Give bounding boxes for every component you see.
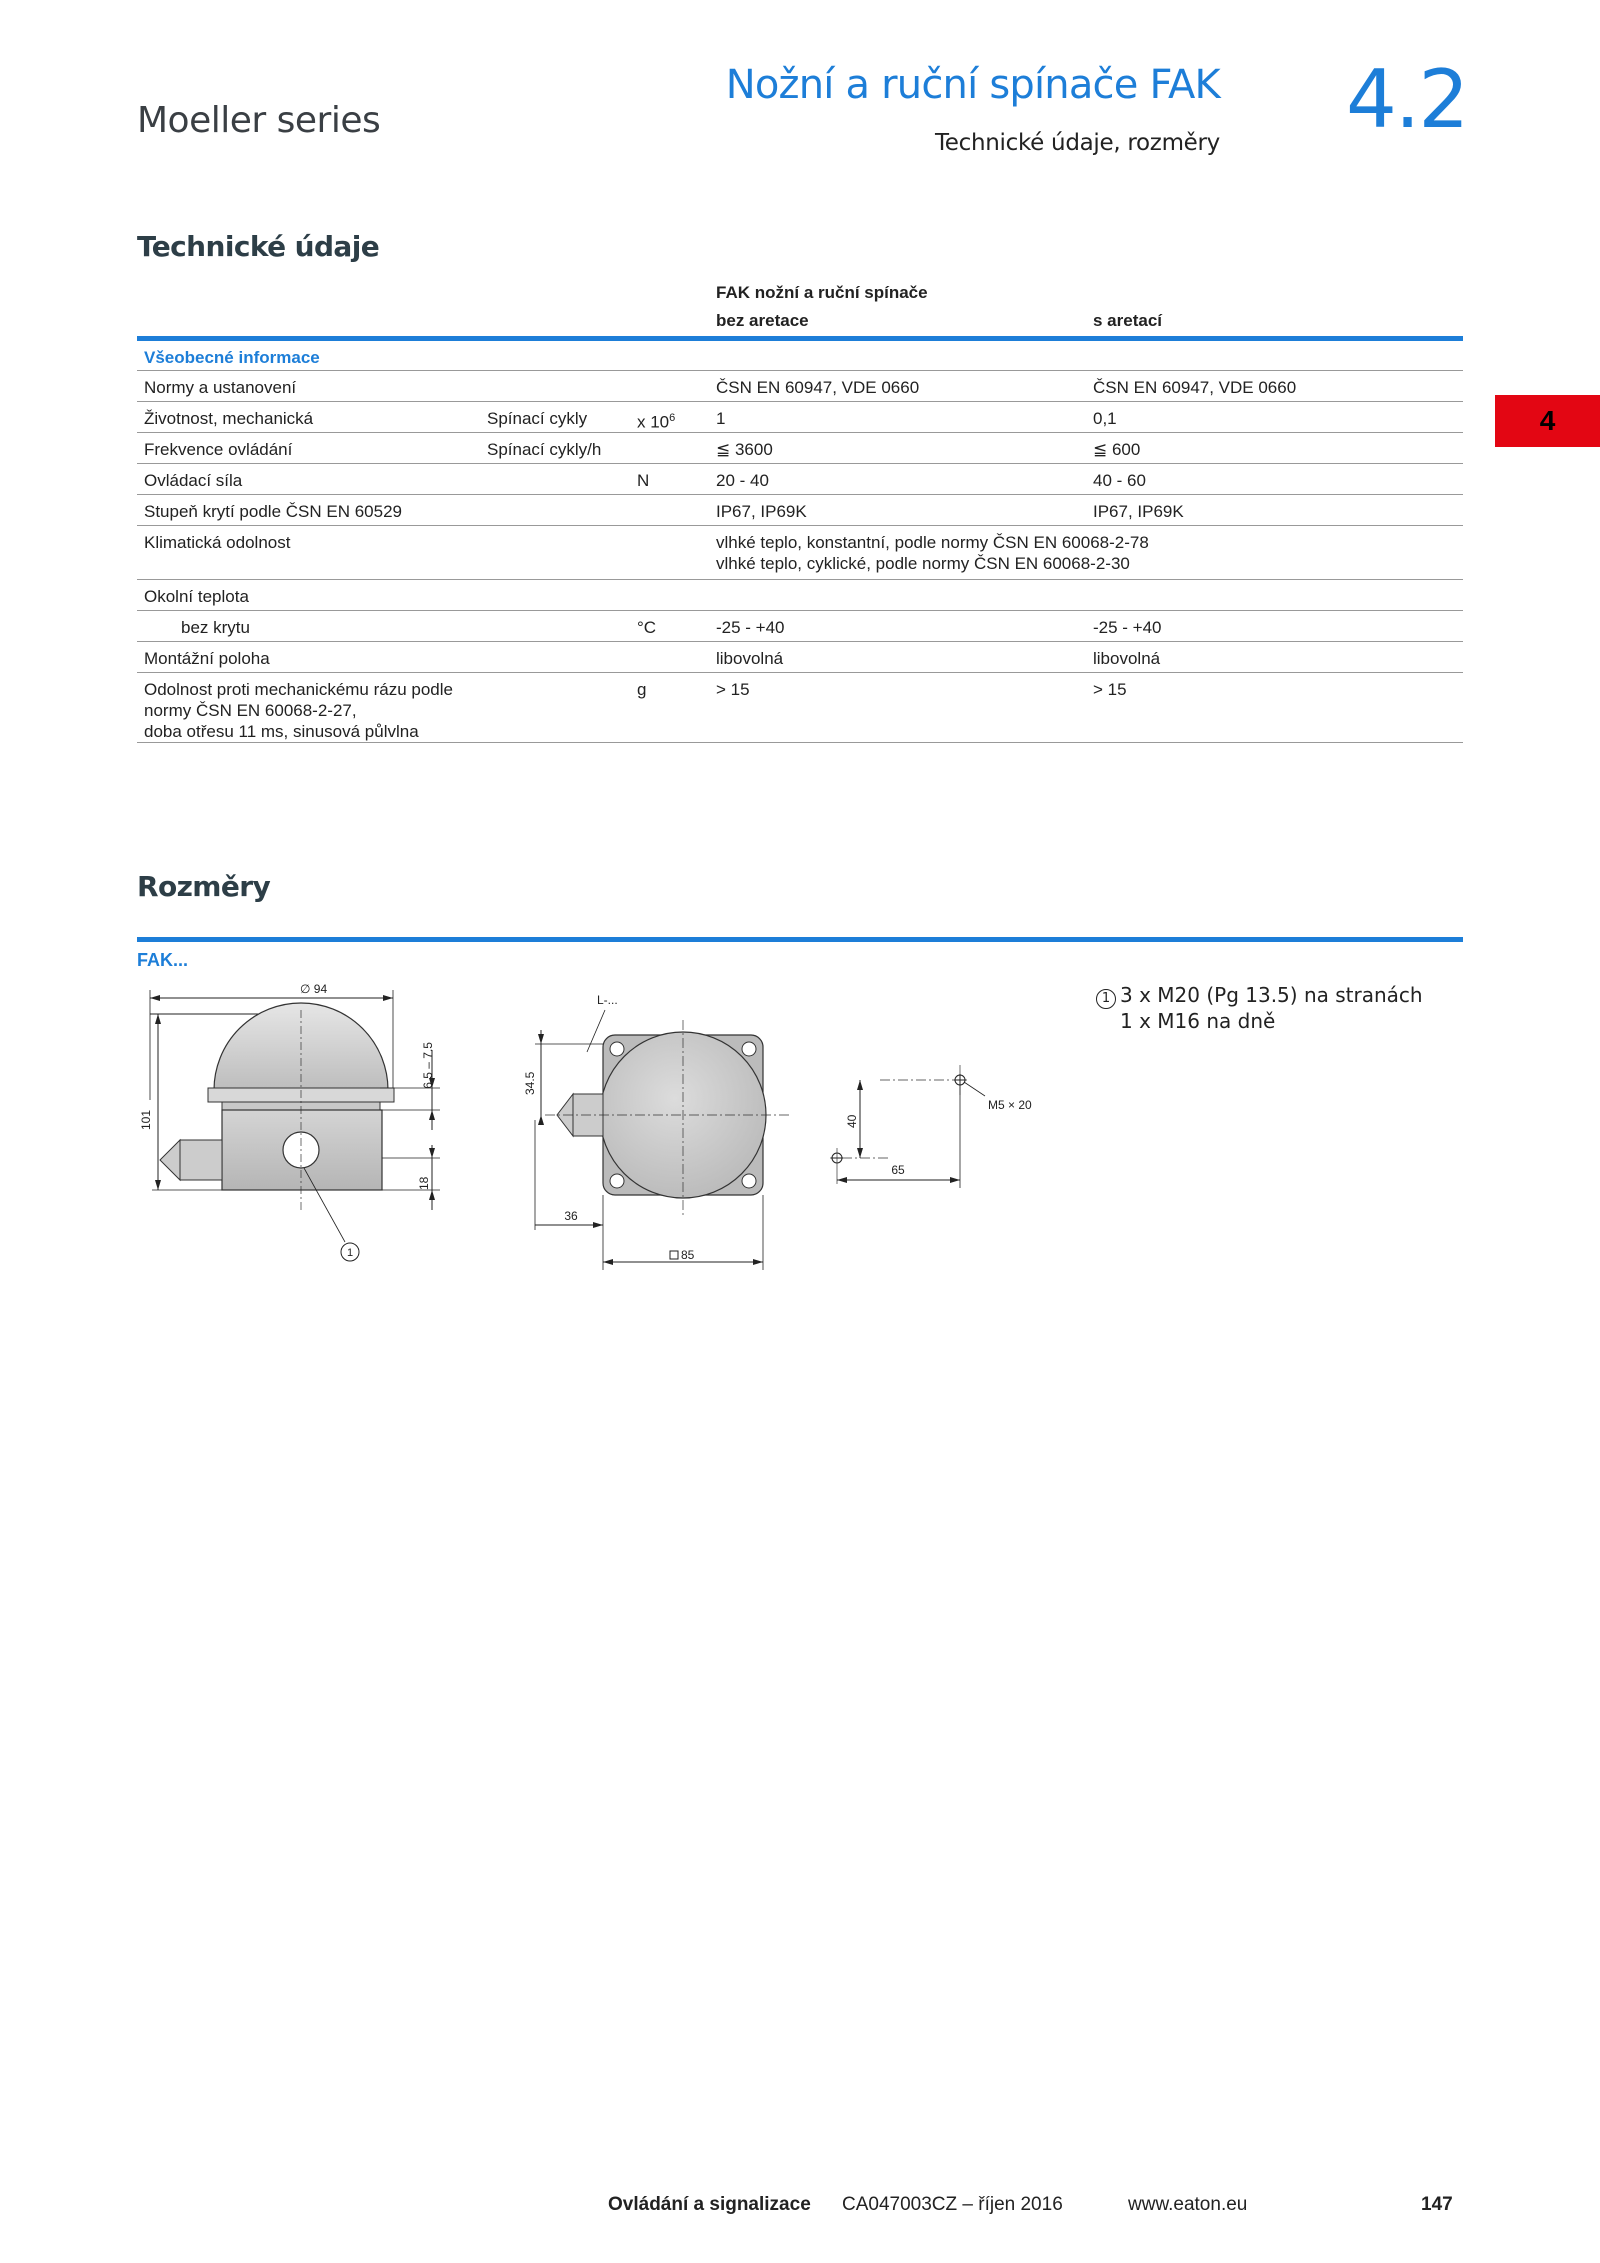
dims-rule	[137, 937, 1463, 942]
row-label: Klimatická odolnost	[144, 533, 291, 552]
dim-l: L-...	[597, 993, 618, 1007]
tech-heading: Technické údaje	[137, 230, 380, 263]
row-label-line2: normy ČSN EN 60068-2-27,	[144, 701, 357, 720]
value-a-line2: vlhké teplo, cyklické, podle normy ČSN EN 60068-2-30	[716, 554, 1130, 573]
side-view-drawing	[130, 980, 460, 1280]
footer-url: www.eaton.eu	[1128, 2194, 1248, 2215]
table-row	[137, 495, 1463, 526]
value-a: IP67, IP69K	[716, 502, 807, 521]
row-unit	[637, 408, 675, 433]
note-line1: 3 x M20 (Pg 13.5) na stranách	[1120, 983, 1423, 1007]
chapter-tab: 4	[1495, 395, 1600, 447]
table-row	[137, 464, 1463, 495]
table-row	[137, 642, 1463, 673]
value-b: ČSN EN 60947, VDE 0660	[1093, 378, 1297, 397]
value-b: libovolná	[1093, 649, 1161, 668]
value-a: -25 - +40	[716, 618, 785, 637]
value-b: 40 - 60	[1093, 471, 1146, 490]
table-row	[137, 526, 1463, 580]
row-sublabel: Spínací cykly	[487, 409, 588, 428]
value-b: ≦ 600	[1093, 440, 1141, 459]
value-b: > 15	[1093, 680, 1127, 699]
table-row	[137, 580, 1463, 611]
dim-d94: ∅ 94	[300, 982, 328, 996]
row-label: Stupeň krytí podle ČSN EN 60529	[144, 502, 402, 521]
dim-w65: 65	[891, 1163, 905, 1177]
category-row	[137, 341, 1463, 371]
row-label	[144, 679, 474, 742]
value-a: 20 - 40	[716, 471, 769, 490]
note-marker: 1	[1096, 989, 1116, 1009]
dim-sq85: 85	[681, 1248, 695, 1262]
value-a: ≦ 3600	[716, 440, 773, 459]
top-view-drawing	[505, 980, 795, 1280]
row-label: Frekvence ovládání	[144, 440, 293, 459]
dim-h65: 6.5 – 7.5	[421, 1042, 435, 1089]
dim-h101: 101	[139, 1109, 153, 1130]
value-a: > 15	[716, 680, 750, 699]
value-a: ČSN EN 60947, VDE 0660	[716, 378, 920, 397]
value-b: -25 - +40	[1093, 618, 1162, 637]
row-label: Okolní teplota	[144, 587, 249, 606]
column-group-header: FAK nožní a ruční spínače	[716, 283, 928, 302]
row-unit: g	[637, 680, 647, 699]
row-label: Normy a ustanovení	[144, 378, 297, 397]
row-label: Ovládací síla	[144, 471, 243, 490]
dim-h345: 34.5	[523, 1071, 537, 1095]
page-title: Nožní a ruční spínače FAK	[725, 62, 1220, 108]
dim-m5: M5 × 20	[988, 1098, 1032, 1112]
row-label: Montážní poloha	[144, 649, 270, 668]
dim-h18: 18	[417, 1176, 431, 1190]
category-label: Všeobecné informace	[144, 348, 320, 367]
column-header-a: bez aretace	[716, 311, 809, 330]
page-subtitle: Technické údaje, rozměry	[934, 130, 1220, 156]
column-header-b: s aretací	[1093, 311, 1162, 330]
tech-table	[137, 276, 1463, 743]
hole-pattern-drawing	[820, 1060, 1070, 1200]
table-row	[137, 611, 1463, 642]
row-sublabel: Spínací cykly/h	[487, 440, 602, 459]
note-line2: 1 x M16 na dně	[1120, 1009, 1276, 1033]
row-label-line1: Odolnost proti mechanickému rázu podle	[144, 680, 453, 699]
row-label-line3: doba otřesu 11 ms, sinusová půlvlna	[144, 722, 419, 741]
row-label: Životnost, mechanická	[144, 409, 314, 428]
value-b: 0,1	[1093, 409, 1117, 428]
dims-note	[1096, 983, 1423, 1034]
series-name: Moeller series	[137, 100, 381, 141]
table-row	[137, 433, 1463, 464]
table-row	[137, 673, 1463, 743]
value-a	[716, 532, 1149, 574]
value-a: 1	[716, 409, 726, 428]
value-a: libovolná	[716, 649, 784, 668]
footer-doc: CA047003CZ – říjen 2016	[842, 2194, 1063, 2215]
dims-subheading: FAK...	[137, 950, 189, 970]
table-row	[137, 371, 1463, 402]
section-number: 4.2	[1346, 53, 1468, 146]
value-b: IP67, IP69K	[1093, 502, 1184, 521]
unit-exponent: 6	[669, 412, 676, 424]
page-number: 147	[1421, 2194, 1453, 2215]
dim-h40: 40	[845, 1114, 859, 1128]
row-label: bez krytu	[181, 618, 250, 637]
value-a-line1: vlhké teplo, konstantní, podle normy ČSN EN 60068-2-78	[716, 533, 1149, 552]
dim-w36: 36	[564, 1209, 578, 1223]
row-unit: °C	[637, 618, 657, 637]
drawing-marker: 1	[346, 1247, 354, 1259]
table-row	[137, 402, 1463, 433]
footer-section: Ovládání a signalizace	[608, 2194, 811, 2215]
row-unit: N	[637, 471, 650, 490]
dims-heading: Rozměry	[137, 870, 271, 903]
unit-text: x 10	[637, 412, 670, 432]
